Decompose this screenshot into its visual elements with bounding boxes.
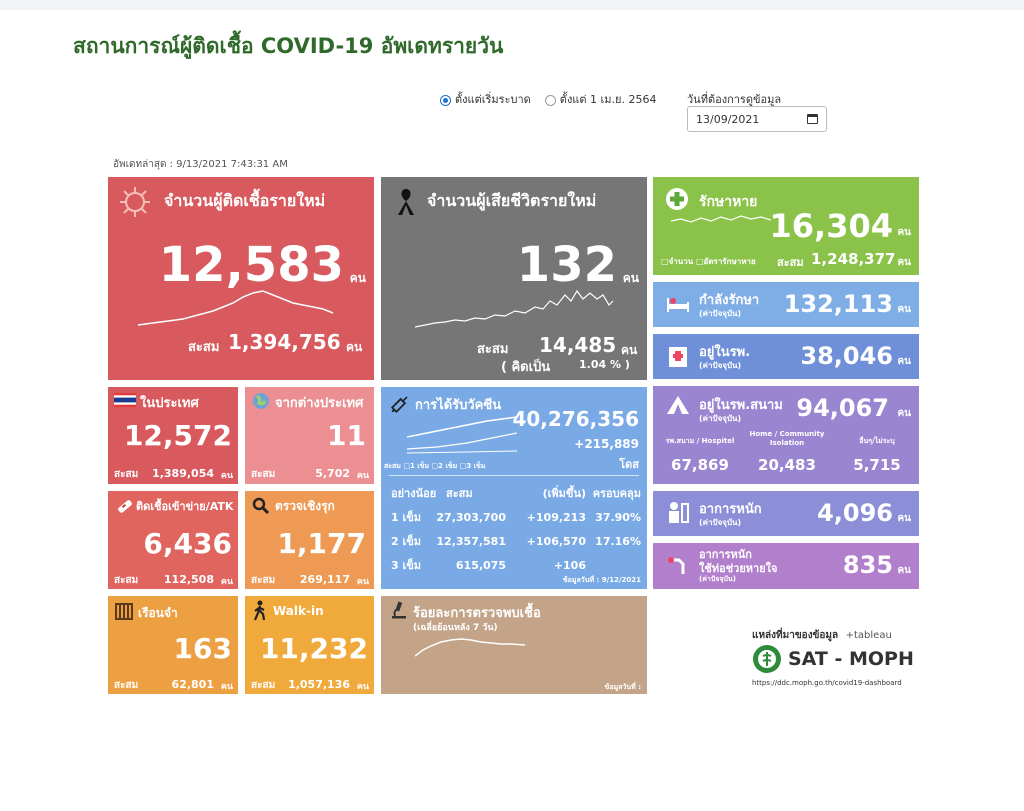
prison-card	[108, 596, 238, 694]
legend-dose-3: 3 เข็ม	[466, 462, 486, 470]
new-cases-value: 12,583	[158, 237, 344, 293]
death-rate: 1.04 % )	[579, 358, 630, 371]
severe-card	[653, 491, 919, 536]
ventilator-sub: (ค่าปัจจุบัน)	[699, 575, 736, 583]
unit-label: คน	[897, 304, 911, 315]
vaccine-legend: สะสม □1 เข็ม □2 เข็ม □3 เข็ม	[384, 462, 486, 470]
table-cell: +106	[553, 558, 586, 572]
field-col-label: รพ.สนาม / Hospitel	[665, 437, 735, 445]
atk-cumulative: 112,508	[163, 573, 214, 586]
data-source	[752, 628, 892, 643]
new-cases-cumulative: 1,394,756	[228, 330, 341, 354]
unit-label: คน	[897, 408, 911, 419]
moph-logo	[752, 644, 914, 674]
ventilator-value: 835	[842, 551, 893, 579]
recovered-card	[653, 177, 919, 275]
microscope-icon	[389, 600, 409, 620]
cross-icon	[665, 187, 689, 211]
date-label: วันที่ต้องการดูข้อมูล	[687, 93, 782, 106]
divider	[389, 475, 639, 476]
new-cases-trend-line	[138, 285, 338, 330]
new-cases-title: จำนวนผู้ติดเชื้อรายใหม่	[164, 191, 326, 210]
hospital-icon	[667, 343, 689, 369]
atk-card	[108, 491, 238, 589]
date-value: 13/09/2021	[696, 112, 760, 126]
field-col-value: 5,715	[853, 456, 901, 474]
unit-label: คน	[220, 682, 233, 692]
logo-text: SAT - MOPH	[788, 648, 914, 670]
atk-title: ติดเชื้อเข้าข่าย/ATK	[136, 500, 234, 513]
vaccine-table-header	[391, 481, 641, 505]
domestic-title: ในประเทศ	[140, 396, 199, 411]
header-cell: ครอบคลุม	[592, 487, 641, 500]
cumulative-label: สะสม	[251, 680, 276, 691]
date-input[interactable]	[687, 106, 827, 132]
table-row	[391, 505, 641, 529]
vaccine-card	[381, 387, 647, 589]
field-col-label: Home / Community Isolation	[749, 430, 825, 447]
new-deaths-title: จำนวนผู้เสียชีวิตรายใหม่	[427, 191, 597, 210]
hospital-card	[653, 334, 919, 379]
prison-title: เรือนจำ	[138, 606, 178, 620]
thai-flag-icon	[114, 393, 136, 407]
table-cell: 3 เข็ม	[391, 559, 422, 572]
proactive-title: ตรวจเชิงรุก	[275, 499, 335, 513]
prison-cumulative: 62,801	[171, 678, 214, 691]
walkin-value: 11,232	[259, 632, 368, 665]
radio-on-icon	[440, 95, 451, 106]
radio-since-outbreak[interactable]	[440, 90, 531, 108]
cumulative-label: สะสม	[114, 575, 139, 586]
legend-dose-2: 2 เข็ม	[438, 462, 458, 470]
top-strip	[0, 0, 1024, 10]
unit-label: คน	[356, 471, 369, 481]
ventilator-title-2: ใช้ท่อช่วยหายใจ	[699, 562, 778, 575]
vaccine-increase: +215,889	[574, 437, 639, 451]
treating-sub: (ค่าปัจจุบัน)	[699, 309, 742, 318]
field-hospital-card	[653, 386, 919, 484]
page-title: สถานการณ์ผู้ติดเชื้อ COVID-19 อัพเดทรายวัน	[73, 34, 504, 58]
vaccine-table	[391, 481, 641, 577]
cumulative-label: สะสม	[251, 575, 276, 586]
new-cases-card	[108, 177, 374, 380]
unit-label: คน	[897, 227, 911, 238]
positive-rate-title: ร้อยละการตรวจพบเชื้อ	[413, 606, 541, 621]
field-hospital-sub: (ค่าปัจจุบัน)	[699, 414, 742, 423]
hospital-sub: (ค่าปัจจุบัน)	[699, 361, 742, 370]
field-col-value: 20,483	[758, 456, 816, 474]
unit-label: คน	[356, 577, 369, 587]
radio-off-icon	[545, 95, 556, 106]
field-col-label: อื่นๆ/ไม่ระบุ	[859, 437, 895, 445]
black-ribbon-icon	[395, 187, 417, 217]
virus-icon	[118, 185, 152, 219]
syringe-icon	[389, 393, 411, 415]
new-deaths-trend-line	[415, 285, 615, 330]
walker-icon	[251, 600, 269, 622]
walkin-title: Walk-in	[273, 604, 324, 618]
vaccine-title: การได้รับวัคซีน	[415, 398, 502, 413]
table-cell: 27,303,700	[436, 510, 506, 524]
last-updated: อัพเดทล่าสุด : 9/13/2021 7:43:31 AM	[113, 159, 288, 170]
tableau-label[interactable]: +tableau	[845, 630, 892, 641]
recovered-title: รักษาหาย	[699, 194, 758, 210]
atk-value: 6,436	[143, 527, 232, 560]
walkin-card	[245, 596, 374, 694]
calendar-icon[interactable]	[807, 114, 818, 124]
moph-emblem-icon	[752, 644, 782, 674]
unit-label: คน	[220, 471, 233, 481]
hospital-value: 38,046	[800, 342, 893, 370]
imported-value: 11	[327, 419, 366, 452]
walkin-cumulative: 1,057,136	[288, 678, 350, 691]
treating-card	[653, 282, 919, 327]
treating-title: กำลังรักษา	[699, 293, 760, 308]
new-deaths-card	[381, 177, 647, 380]
field-col-value: 67,869	[671, 456, 729, 474]
legend-rate: อัตรารักษาหาย	[703, 257, 756, 266]
magnifier-icon	[251, 496, 271, 516]
recovered-cumulative: 1,248,377	[811, 250, 896, 268]
vaccine-trend-lines	[407, 415, 517, 455]
unit-label: คน	[897, 565, 911, 576]
vaccine-unit: โดส	[619, 458, 639, 471]
unit-label: คน	[897, 257, 911, 268]
header-cell: สะสม	[446, 487, 473, 500]
domestic-card	[108, 387, 238, 484]
cumulative-label: สะสม	[114, 469, 139, 480]
legend-dose-1: 1 เข็ม	[409, 462, 430, 470]
table-cell: 615,075	[455, 558, 506, 572]
period-filter	[440, 90, 656, 108]
proactive-cumulative: 269,117	[299, 573, 350, 586]
header-cell: อย่างน้อย	[391, 487, 437, 500]
hospital-title: อยู่ในรพ.	[699, 345, 751, 360]
treating-value: 132,113	[783, 290, 893, 318]
imported-title: จากต่างประเทศ	[275, 396, 364, 411]
imported-card	[245, 387, 374, 484]
new-deaths-cumulative: 14,485	[539, 333, 617, 357]
unit-label: คน	[897, 356, 911, 367]
unit-label: คน	[346, 340, 363, 354]
severe-title: อาการหนัก	[699, 502, 762, 517]
table-cell: 1 เข็ม	[391, 511, 422, 524]
prison-icon	[114, 601, 134, 621]
legend-prefix: สะสม	[384, 462, 401, 470]
bed-icon	[665, 292, 691, 316]
test-kit-icon	[114, 496, 134, 516]
globe-icon	[251, 391, 271, 411]
cumulative-label: สะสม	[114, 680, 139, 691]
cumulative-label: สะสม	[188, 340, 220, 355]
ventilator-title: อาการหนัก	[699, 548, 752, 561]
imported-cumulative: 5,702	[315, 467, 350, 480]
cumulative-label: สะสม	[777, 256, 804, 269]
table-cell: 12,357,581	[436, 534, 506, 548]
header-cell: (เพิ่มขึ้น)	[542, 487, 586, 500]
domestic-cumulative: 1,389,054	[152, 467, 214, 480]
recovered-value: 16,304	[769, 207, 893, 245]
unit-label: คน	[621, 343, 638, 357]
death-rate-prefix: ( คิดเป็น	[501, 360, 551, 375]
severe-value: 4,096	[817, 499, 893, 527]
table-row	[391, 529, 641, 553]
positive-rate-sub: (เฉลี่ยย้อนหลัง 7 วัน)	[413, 623, 498, 633]
table-cell: 17.16%	[595, 534, 641, 548]
table-cell: +106,570	[526, 534, 586, 548]
cumulative-label: สะสม	[251, 469, 276, 480]
unit-label: คน	[349, 271, 366, 285]
positive-rate-data-date: ข้อมูลวันที่ :	[604, 683, 641, 691]
new-deaths-value: 132	[516, 237, 617, 293]
ventilator-icon	[665, 552, 691, 578]
field-hospital-title: อยู่ในรพ.สนาม	[699, 398, 783, 413]
unit-label: คน	[622, 271, 639, 285]
table-cell: 37.90%	[595, 510, 641, 524]
table-cell: +109,213	[526, 510, 586, 524]
proactive-value: 1,177	[277, 527, 366, 560]
source-label: แหล่งที่มาของข้อมูล	[752, 630, 839, 641]
vaccine-total: 40,276,356	[512, 407, 639, 431]
ventilator-card	[653, 543, 919, 589]
unit-label: คน	[356, 682, 369, 692]
prison-value: 163	[173, 632, 232, 665]
radio-since-april[interactable]	[545, 90, 657, 108]
recovered-trend-line	[671, 213, 771, 227]
positive-rate-card	[381, 596, 647, 694]
tent-icon	[665, 394, 691, 416]
field-hospital-value: 94,067	[796, 394, 889, 422]
domestic-value: 12,572	[123, 419, 232, 452]
vaccine-data-date: ข้อมูลวันที่ : 9/12/2021	[562, 576, 641, 584]
patient-icon	[665, 500, 691, 526]
cumulative-label: สะสม	[477, 342, 509, 357]
source-url[interactable]: https://ddc.moph.go.th/covid19-dashboard	[752, 679, 902, 687]
legend-count: จำนวน	[668, 257, 694, 266]
positive-rate-trend-line	[415, 634, 525, 664]
recovered-legend: □จำนวน □อัตรารักษาหาย	[661, 257, 756, 266]
table-cell: 2 เข็ม	[391, 535, 422, 548]
severe-sub: (ค่าปัจจุบัน)	[699, 518, 742, 527]
proactive-card	[245, 491, 374, 589]
unit-label: คน	[897, 513, 911, 524]
table-row	[391, 553, 641, 577]
unit-label: คน	[220, 577, 233, 587]
radio-label: ตั้งแต่ 1 เม.ย. 2564	[559, 93, 657, 106]
radio-label: ตั้งแต่เริ่มระบาด	[455, 93, 531, 106]
